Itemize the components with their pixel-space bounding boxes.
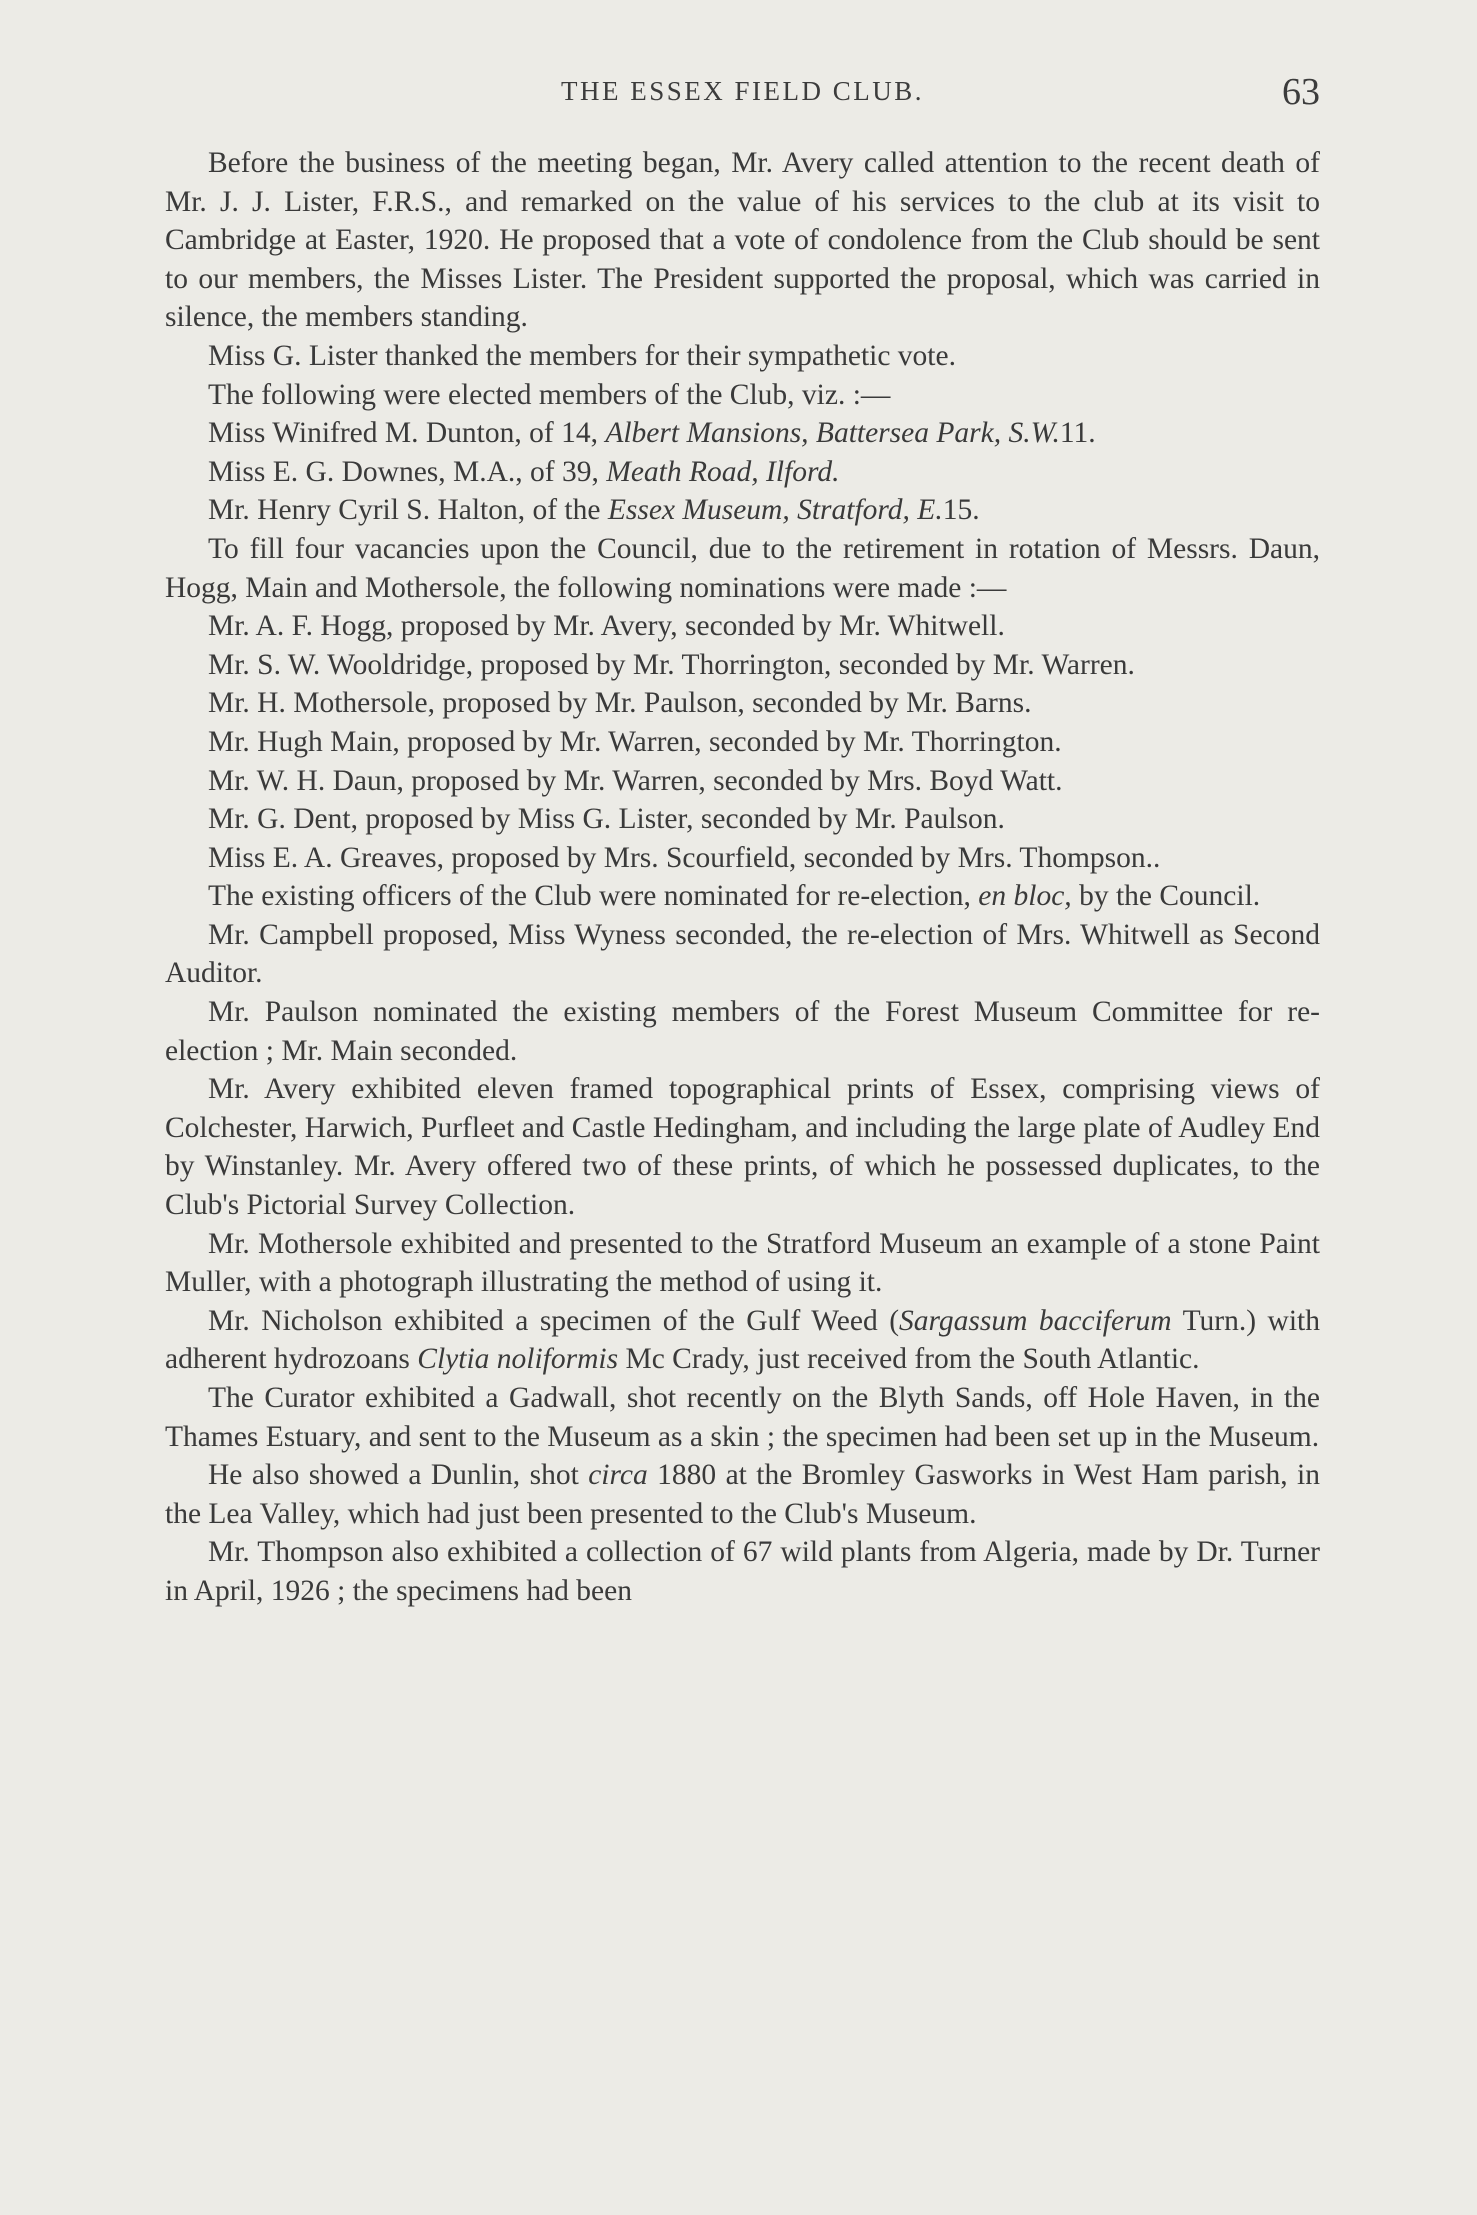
text-run: 15. xyxy=(942,494,980,527)
running-head: THE ESSEX FIELD CLUB. xyxy=(561,76,924,106)
text-run: Mc Crady, just received from the South Atlantic. xyxy=(618,1343,1200,1376)
paragraph xyxy=(165,491,1320,530)
text-run: Miss E. G. Downes, M.A., of 39, xyxy=(208,455,607,488)
paragraph xyxy=(165,684,1320,723)
paragraph xyxy=(165,877,1320,916)
text-run: Mr. Hugh Main, proposed by Mr. Warren, seconded by Mr. Thorrington. xyxy=(208,725,1062,758)
text-run: Miss Winifred M. Dunton, of 14, xyxy=(208,417,606,450)
text-run: Miss E. A. Greaves, proposed by Mrs. Scourfield, seconded by Mrs. Thompson.. xyxy=(208,841,1161,874)
paragraph xyxy=(165,993,1320,1070)
paragraph xyxy=(165,414,1320,453)
italic-text: Essex Museum, Stratford, E. xyxy=(607,494,943,527)
text-run: Mr. H. Mothersole, proposed by Mr. Paulson, seconded by Mr. Barns. xyxy=(208,687,1032,720)
italic-text: en bloc, xyxy=(978,880,1072,913)
paragraph xyxy=(165,1225,1320,1302)
paragraph xyxy=(165,839,1320,878)
text-run: To fill four vacancies upon the Council, due to the retirement in rotation of Messrs. Daun, Hogg, Main and Mothersole, the following nominations were made :— xyxy=(165,532,1320,604)
text-run: He also showed a Dunlin, shot xyxy=(208,1459,589,1492)
paragraph xyxy=(165,1070,1320,1224)
text-run: Mr. A. F. Hogg, proposed by Mr. Avery, seconded by Mr. Whitwell. xyxy=(208,610,1005,643)
paragraph xyxy=(165,453,1320,492)
text-run: by the Council. xyxy=(1071,880,1261,913)
text-run: Mr. Paulson nominated the existing members of the Forest Museum Committee for re-election ; Mr. Main seconded. xyxy=(165,996,1320,1067)
paragraph xyxy=(165,144,1320,337)
paragraph xyxy=(165,800,1320,839)
text-run: Before the business of the meeting began, Mr. Avery called attention to the recent death of Mr. J. J. Lister, F.R.S., and remarked on the value of his services to the club at its visit to Cambridge at Easter, 1920. He proposed that a vote of condolence from the Club should be sent to our members, the Misses Lister. The President supported the proposal, which was carried in silence, the members standing. xyxy=(165,147,1320,334)
italic-text: Sargassum bacciferum xyxy=(899,1304,1172,1337)
text-run: Mr. Henry Cyril S. Halton, of the xyxy=(208,494,608,527)
text-run: Miss G. Lister thanked the members for their sympathetic vote. xyxy=(208,339,956,372)
text-run: Mr. Campbell proposed, Miss Wyness seconded, the re-election of Mrs. Whitwell as Second Auditor. xyxy=(165,918,1320,990)
text-run: Mr. W. H. Daun, proposed by Mr. Warren, seconded by Mrs. Boyd Watt. xyxy=(208,764,1063,797)
page-header xyxy=(165,70,1320,120)
paragraph xyxy=(165,916,1320,993)
text-run: The existing officers of the Club were nominated for re-election, xyxy=(208,880,979,913)
italic-text: circa xyxy=(588,1459,648,1492)
text-run: Mr. Mothersole exhibited and presented to the Stratford Museum an example of a stone Paint Muller, with a photograph illustrating the method of using it. xyxy=(165,1227,1320,1299)
text-run: Mr. Thompson also exhibited a collection of 67 wild plants from Algeria, made by Dr. Turner in April, 1926 ; the specimens had been xyxy=(165,1536,1320,1607)
italic-text: Albert Mansions, Battersea Park, S.W. xyxy=(605,417,1060,450)
italic-text: Meath Road, Ilford. xyxy=(606,455,840,488)
text-run: 1880 at the Bromley Gasworks in West Ham parish, in the Lea Valley, which had just been presented to the Club's Museum. xyxy=(165,1459,1320,1530)
paragraph xyxy=(165,1456,1320,1533)
text-run: Mr. Avery exhibited eleven framed topographical prints of Essex, comprising views of Colchester, Harwich, Purfleet and Castle Hedingham, and including the large plate of Audley End by Winstanley. Mr. Avery offered two of these prints, of which he possessed duplicates, to the Club's Pictorial Survey Collection. xyxy=(165,1073,1321,1222)
paragraph xyxy=(165,1379,1320,1456)
text-run: Turn.) with adherent hydrozoans xyxy=(165,1304,1320,1376)
paragraph xyxy=(165,1533,1320,1610)
body-text xyxy=(165,144,1320,1611)
text-run: 11. xyxy=(1059,417,1096,450)
paragraph xyxy=(165,1302,1320,1379)
page-number: 63 xyxy=(1282,71,1320,113)
paragraph xyxy=(165,376,1320,415)
paragraph xyxy=(165,723,1320,762)
text-run: The Curator exhibited a Gadwall, shot recently on the Blyth Sands, off Hole Haven, in the Thames Estuary, and sent to the Museum as a skin ; the specimen had been set up in the Museum. xyxy=(165,1382,1320,1453)
paragraph xyxy=(165,337,1320,376)
text-run: The following were elected members of the Club, viz. :— xyxy=(208,378,891,411)
italic-text: Clytia noliformis xyxy=(417,1343,619,1376)
text-run: Mr. G. Dent, proposed by Miss G. Lister, seconded by Mr. Paulson. xyxy=(208,803,1005,836)
paragraph xyxy=(165,762,1320,801)
text-run: Mr. Nicholson exhibited a specimen of the Gulf Weed ( xyxy=(208,1304,900,1337)
paragraph xyxy=(165,530,1320,607)
paragraph xyxy=(165,607,1320,646)
text-run: Mr. S. W. Wooldridge, proposed by Mr. Thorrington, seconded by Mr. Warren. xyxy=(208,648,1135,681)
paragraph xyxy=(165,646,1320,685)
